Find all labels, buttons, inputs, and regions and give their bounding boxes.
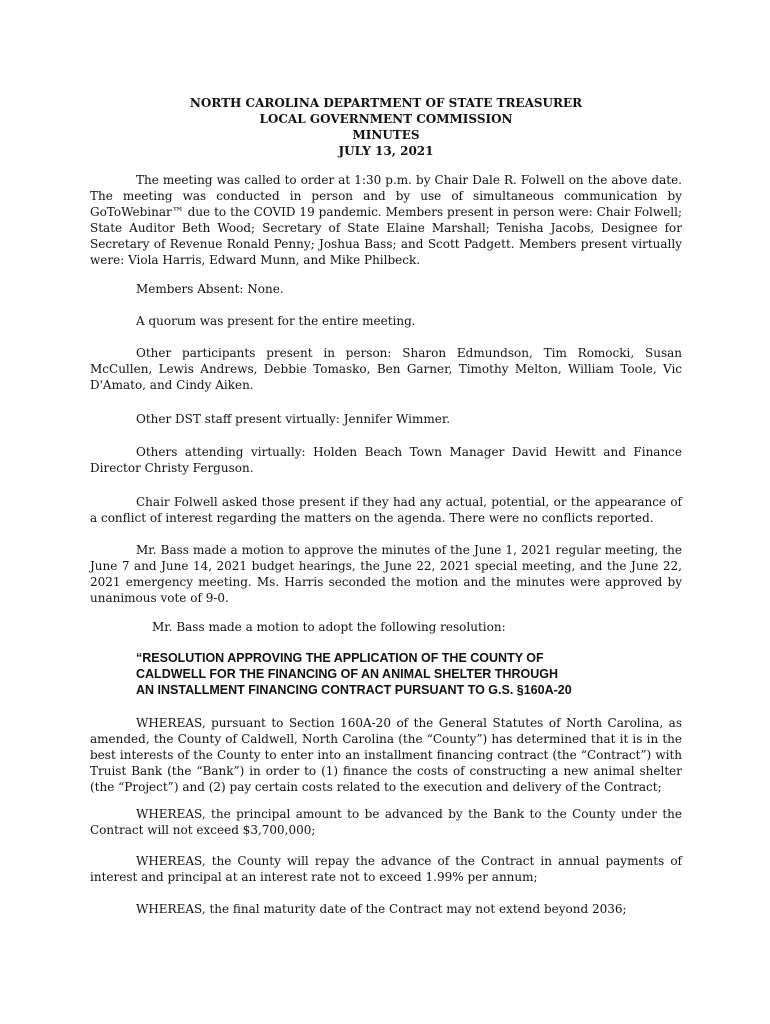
paragraph-whereas-4: WHEREAS, the final maturity date of the Contract may not extend beyond 2036; bbox=[136, 902, 627, 916]
paragraph-whereas-3: WHEREAS, the County will repay the advance of the Contract in annual payments of interest and principal at an interest rate not to exceed 1.99% per annum; bbox=[90, 854, 682, 884]
resolution-title-line-2: CALDWELL FOR THE FINANCING OF AN ANIMAL SHELTER THROUGH bbox=[136, 667, 558, 681]
paragraph-motion-resolution: Mr. Bass made a motion to adopt the following resolution: bbox=[152, 620, 506, 634]
paragraph-whereas-1: WHEREAS, pursuant to Section 160A-20 of the General Statutes of North Carolina, as amended, the County of Caldwell, North Carolina (the “County”) has determined that it is in the best interests of the County to enter into an installment financing contract (the “Contract”) with Truist Bank (the “Bank”) in order to (1) finance the costs of constructing a new animal shelter (the “Project”) and (2) pay certain costs related to the execution and delivery of the Contract; bbox=[90, 716, 682, 794]
resolution-title-line-3: AN INSTALLMENT FINANCING CONTRACT PURSUANT TO G.S. §160A-20 bbox=[136, 683, 572, 697]
paragraph-minutes-approval: Mr. Bass made a motion to approve the minutes of the June 1, 2021 regular meeting, the June 7 and June 14, 2021 budget hearings, the June 22, 2021 special meeting, and the June 22, 2021 emergency meeting. Ms. Harris seconded the motion and the minutes were approved by unanimous vote of 9-0. bbox=[90, 543, 682, 605]
paragraph-members-absent: Members Absent: None. bbox=[136, 282, 284, 296]
paragraph-conflict-of-interest: Chair Folwell asked those present if they had any actual, potential, or the appearance of a conflict of interest regarding the matters on the agenda. There were no conflicts reported. bbox=[90, 495, 682, 525]
header-line-2: LOCAL GOVERNMENT COMMISSION bbox=[259, 112, 513, 126]
header-line-1: NORTH CAROLINA DEPARTMENT OF STATE TREASURER bbox=[189, 96, 583, 110]
document-header bbox=[90, 95, 682, 159]
paragraph-participants: Other participants present in person: Sharon Edmundson, Tim Romocki, Susan McCullen, Lewis Andrews, Debbie Tomasko, Ben Garner, Timothy Melton, William Toole, Vic D'Amato, and Cindy Aiken. bbox=[90, 346, 682, 392]
paragraph-call-to-order: The meeting was called to order at 1:30 p.m. by Chair Dale R. Folwell on the above date. The meeting was conducted in person and by use of simultaneous communication by GoToWebinar™ due to the COVID 19 pandemic. Members present in person were: Chair Folwell; State Auditor Beth Wood; Secretary of State Elaine Marshall; Tenisha Jacobs, Designee for Secretary of Revenue Ronald Penny; Joshua Bass; and Scott Padgett. Members present virtually were: Viola Harris, Edward Munn, and Mike Philbeck. bbox=[90, 173, 682, 267]
paragraph-dst-staff: Other DST staff present virtually: Jennifer Wimmer. bbox=[136, 412, 451, 426]
paragraph-others-virtual: Others attending virtually: Holden Beach Town Manager David Hewitt and Finance Director Christy Ferguson. bbox=[90, 445, 682, 475]
paragraph-quorum: A quorum was present for the entire meeting. bbox=[136, 314, 416, 328]
resolution-title-line-1: “RESOLUTION APPROVING THE APPLICATION OF THE COUNTY OF bbox=[136, 651, 544, 665]
resolution-title bbox=[136, 650, 656, 698]
paragraph-whereas-2: WHEREAS, the principal amount to be advanced by the Bank to the County under the Contract will not exceed $3,700,000; bbox=[90, 807, 682, 837]
header-line-3: MINUTES bbox=[352, 128, 420, 142]
header-line-4: JULY 13, 2021 bbox=[338, 144, 434, 158]
